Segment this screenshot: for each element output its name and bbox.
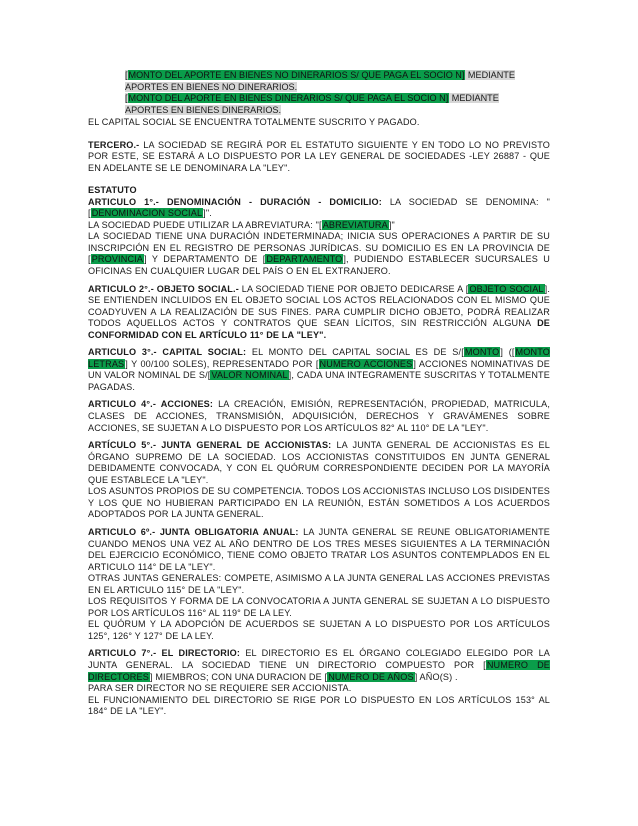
field-monto-letras[interactable]: MONTO LETRAS (88, 347, 550, 369)
field-abreviatura[interactable]: ABREVIATURA (322, 219, 388, 230)
art4-paragraph (88, 399, 550, 434)
art1-text: LA SOCIEDAD TIENE UNA DURACIÓN INDETERMINADA; INICIA SUS OPERACIONES A PARTIR DE SU INSCRIPCIÓN EN EL REGISTRO DE PERSONAS JURÍDICAS. SU DOMICILIO ES EN LA PROVINCIA DE [ (88, 231, 550, 265)
field-numero-anos[interactable]: NUMERO DE AÑOS (328, 671, 414, 682)
art1-abreviatura (88, 220, 550, 232)
art1-text: ]" (388, 219, 395, 230)
art7-accionista: PARA SER DIRECTOR NO SE REQUIERE SER ACCIONISTA. (88, 683, 352, 694)
art3-text: EL MONTO DEL CAPITAL SOCIAL ES DE S/[ (246, 347, 464, 358)
art1-text: LA SOCIEDAD SE DENOMINA: "[ (88, 196, 550, 219)
art1-paragraph (88, 197, 550, 220)
estatuto-title: ESTATUTO (88, 185, 137, 196)
field-monto[interactable]: MONTO (464, 347, 500, 358)
art7-text: EL DIRECTORIO ES EL ÓRGANO COLEGIADO ELEGIDO POR LA JUNTA GENERAL. LA SOCIEDAD TIENE UN DIRECTORIO COMPUESTO POR [ (88, 648, 550, 670)
art1-text: ]". (203, 208, 212, 219)
art2-text: LA SOCIEDAD TIENE POR OBJETO DEDICARSE A [ (238, 283, 469, 294)
tercero-label: TERCERO.- (88, 139, 140, 150)
art1-label: ARTICULO 1°.- DENOMINACIÓN - DURACIÓN - DOMICILIO: (88, 196, 382, 207)
field-denominacion-social[interactable]: DENOMINACION SOCIAL (91, 208, 203, 219)
document-body (88, 117, 550, 718)
tercero-text: LA SOCIEDAD SE REGIRÁ POR EL ESTATUTO SIGUIENTE Y EN TODO LO NO PREVISTO POR ESTE, SE ESTARÁ A LO DISPUESTO POR LA LEY GENERAL DE SOCIEDADES -LEY 26887 - QUE EN ADELANTE SE LE DENOMINARA LA "LEY". (88, 139, 550, 173)
art1-text: LA SOCIEDAD PUEDE UTILIZAR LA ABREVIATURA: "[ (88, 219, 322, 230)
art6-quorum: EL QUÓRUM Y LA ADOPCIÓN DE ACUERDOS SE SUJETAN A LO DISPUESTO POR LOS ARTÍCULOS 125°, 126° Y 127° DE LA LEY. (88, 619, 550, 641)
art7-paragraph (88, 648, 550, 683)
art1-text: ] Y DEPARTAMENTO DE [ (144, 254, 266, 265)
bracket-open: [ (125, 70, 128, 80)
art1-duracion (88, 231, 550, 277)
art6-paragraph (88, 527, 550, 573)
capital-line: EL CAPITAL SOCIAL SE ENCUENTRA TOTALMENTE SUSCRITO Y PAGADO. (88, 117, 420, 127)
art4-text: LA CREACIÓN, EMISIÓN, REPRESENTACIÓN, PROPIEDAD, MATRICULA, CLASES DE ACCIONES, TRANSMISIÓN, ADQUISICIÓN, DERECHOS Y GRAVÁMENES SOBRE ACCIONES, SE SUJETAN A LO DISPUESTO POR LOS ARTÍCULOS 82° AL 110° DE LA "LEY". (88, 399, 550, 433)
field-numero-acciones[interactable]: NUMERO ACCIONES (319, 358, 413, 369)
art6-text: LA JUNTA GENERAL SE REUNE OBLIGATORIAMENTE CUANDO MENOS UNA VEZ AL AÑO DENTRO DE LOS TRES MESES SIGUIENTES A LA TERMINACIÓN DEL EJERCICIO ECONÓMICO, TIENE COMO OBJETO TRATAR LOS ASUNTOS CONTEMPLADOS EN EL ARTICULO 114° DE LA "LEY". (88, 526, 550, 572)
art2-paragraph (88, 284, 550, 342)
mediante-text: MEDIANTE (449, 93, 499, 104)
art7-text: ] MIEMBROS; CON UNA DURACION DE [ (149, 671, 328, 682)
field-provincia[interactable]: PROVINCIA (91, 254, 144, 265)
art3-label: ARTICULO 3°.- CAPITAL SOCIAL: (88, 347, 247, 358)
field-valor-nominal[interactable]: VALOR NOMINAL (211, 370, 288, 381)
art3-paragraph (88, 347, 550, 393)
art6-label: ARTICULO 6º.- JUNTA OBLIGATORIA ANUAL: (88, 526, 299, 537)
aporte-no-dinerario-line2: APORTES EN BIENES NO DINERARIOS. (125, 81, 298, 92)
art5-paragraph (88, 440, 550, 486)
art2-text: ]. SE ENTIENDEN INCLUIDOS EN EL OBJETO SOCIAL LOS ACTOS RELACIONADOS CON EL MISMO QUE COADYUVEN A LA REALIZACIÓN DE SUS FINES. PARA CUMPLIR DICHO OBJETO, PODRÁ REALIZAR TODOS AQUELLOS ACTOS Y CONTRATOS QUE SEAN LÍCITOS, SIN RESTRICCIÓN ALGUNA (88, 283, 550, 329)
art6-otras-juntas: OTRAS JUNTAS GENERALES: COMPETE, ASIMISMO A LA JUNTA GENERAL LAS ACCIONES PREVISTAS EN EL ARTICULO 115° DE LA "LEY". (88, 573, 550, 595)
field-aporte-dinerario[interactable]: MONTO DEL APORTE EN BIENES DINERARIOS S/ QUE PAGA EL SOCIO N] (128, 93, 449, 104)
tercero-paragraph (88, 140, 550, 175)
art7-label: ARTICULO 7°.- EL DIRECTORIO: (88, 648, 241, 659)
art5-text: LA JUNTA GENERAL DE ACCIONISTAS ES EL ÓRGANO SUPREMO DE LA SOCIEDAD. LOS ACCIONISTAS CONSTITUIDOS EN JUNTA GENERAL DEBIDAMENTE CONVOCADA, Y CON EL QUÓRUM CORRESPONDIENTE DECIDEN POR LA MAYORÍA QUE ESTABLECE LA "LEY". (88, 440, 550, 485)
field-aporte-no-dinerario[interactable]: MONTO DEL APORTE EN BIENES NO DINERARIOS S/ QUE PAGA EL SOCIO N] (128, 70, 465, 80)
mediante-text: MEDIANTE (465, 70, 515, 80)
field-departamento[interactable]: DEPARTAMENTO (266, 254, 343, 265)
art2-label: ARTICULO 2°.- OBJETO SOCIAL.- (88, 283, 239, 294)
art3-text: ] ([ (500, 347, 515, 358)
art6-requisitos: LOS REQUISITOS Y FORMA DE LA CONVOCATORIA A JUNTA GENERAL SE SUJETAN A LO DISPUESTO POR LOS ARTÍCULOS 116° AL 119° DE LA LEY. (88, 596, 550, 618)
art2-bold-end: DE CONFORMIDAD CON EL ARTÍCULO 11° DE LA "LEY". (88, 318, 550, 340)
field-numero-directores[interactable]: NUMERO DE DIRECTORES (88, 659, 550, 682)
art5-label: ARTÍCULO 5°.- JUNTA GENERAL DE ACCIONISTAS: (88, 440, 332, 451)
art5-paragraph-2: LOS ASUNTOS PROPIOS DE SU COMPETENCIA. TODOS LOS ACCIONISTAS INCLUSO LOS DISIDENTES Y LOS QUE NO HUBIERAN PARTICIPADO EN LA REUNIÓN, ESTÁN SOMETIDOS A LOS ACUERDOS ADOPTADOS POR LA JUNTA GENERAL. (88, 486, 550, 520)
field-objeto-social[interactable]: OBJETO SOCIAL (469, 283, 544, 294)
art3-text: ], CADA UNA INTEGRAMENTE SUSCRITAS Y TOTALMENTE PAGADAS. (88, 370, 550, 392)
aporte-no-dinerario-block (125, 70, 551, 116)
art7-funcionamiento: EL FUNCIONAMIENTO DEL DIRECTORIO SE RIGE POR LO DISPUESTO EN LOS ARTÍCULOS 153° AL 184° DE LA "LEY". (88, 694, 550, 717)
art3-text: ] ACCIONES NOMINATIVAS DE UN VALOR NOMINAL DE S/[ (88, 358, 550, 381)
art4-label: ARTICULO 4°.- ACCIONES: (88, 399, 214, 410)
bracket-open: [ (125, 93, 128, 104)
aporte-dinerario-line2: APORTES EN BIENES DINERARIOS. (125, 104, 281, 115)
art7-text: ] AÑO(S) . (414, 671, 458, 682)
art1-text: ], PUDIENDO ESTABLECER SUCURSALES U OFICINAS EN CUALQUIER LUGAR DEL PAÍS O EN EL EXTRANJERO. (88, 254, 550, 277)
art3-text: ] Y 00/100 SOLES), REPRESENTADO POR [ (125, 358, 319, 369)
